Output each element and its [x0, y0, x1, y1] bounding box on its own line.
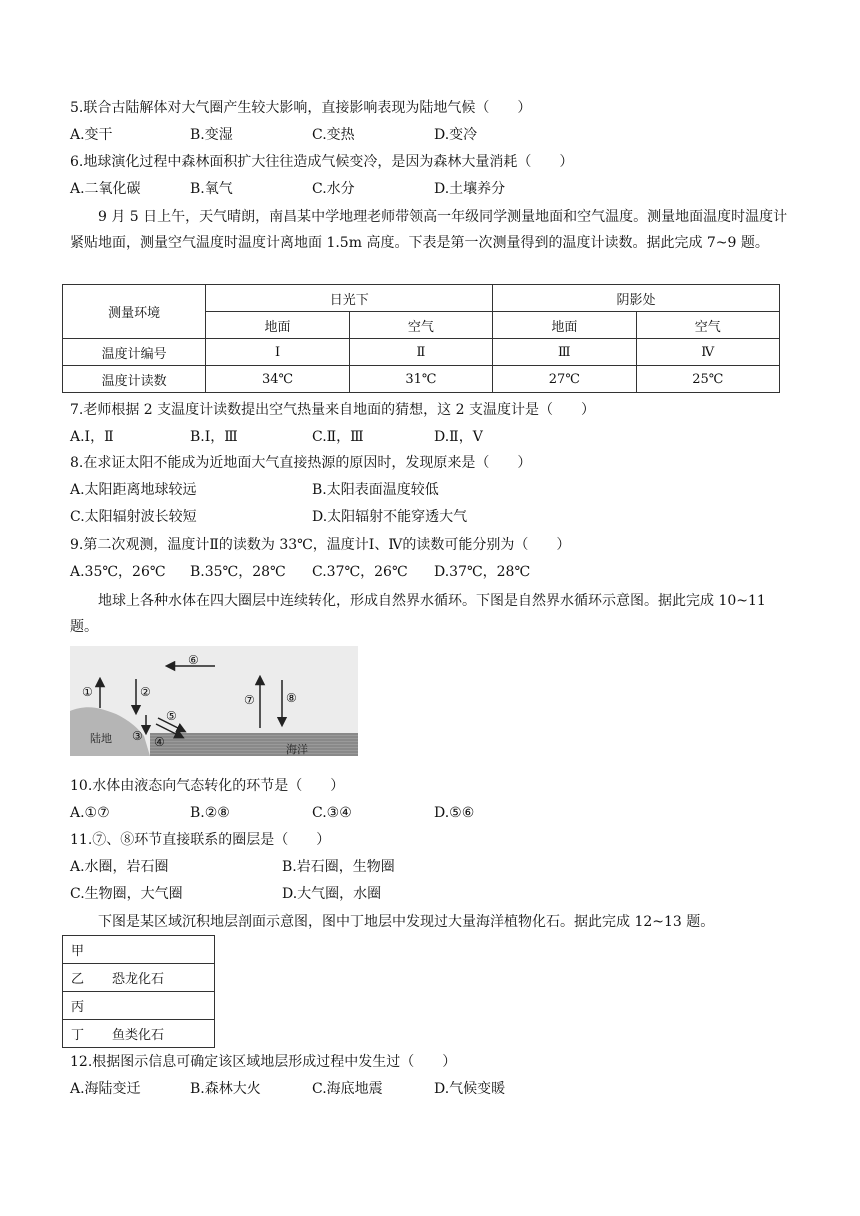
stratum-row	[63, 1020, 215, 1048]
strata-table	[62, 935, 215, 1048]
q12-stem: 12.根据图示信息可确定该区域地层形成过程中发生过（ ）	[70, 1054, 457, 1070]
label-5: ⑤	[166, 709, 177, 723]
q6-options	[70, 179, 790, 199]
q10-option-d: D.⑤⑥	[434, 805, 475, 821]
label-2: ②	[140, 685, 151, 699]
stratum-name: 丙	[71, 1000, 85, 1015]
passage-temperature: 9 月 5 日上午，天气晴朗，南昌某中学地理老师带领高一年级同学测量地面和空气温度。测量地面温度时温度计紧贴地面，测量空气温度时温度计离地面 1.5m 高度。下表是第一次测量得到的温度计读数。据此完成 7~9 题。	[70, 209, 788, 251]
label-1: ①	[82, 685, 93, 699]
stratum-name: 丁	[71, 1028, 85, 1043]
q6-option-c: C.水分	[312, 181, 355, 197]
label-4: ④	[154, 735, 165, 749]
stratum-name: 乙	[71, 972, 85, 987]
q8-option-a: A.太阳距离地球较远	[70, 482, 197, 498]
thermometer-id-1: Ⅰ	[206, 339, 349, 366]
table-header-sun-ground: 地面	[206, 312, 349, 339]
q12-option-a: A.海陆变迁	[70, 1081, 141, 1097]
q10-stem: 10.水体由液态向气态转化的环节是（ ）	[70, 778, 345, 794]
q11-option-d: D.大气圈，水圈	[282, 886, 382, 902]
stratum-row	[63, 992, 215, 1020]
stratum-row	[63, 936, 215, 964]
q6-option-b: B.氧气	[190, 181, 233, 197]
table-header-shade: 阴影处	[493, 285, 780, 312]
stratum-fossil: 鱼类化石	[112, 1028, 165, 1043]
q8-option-d: D.太阳辐射不能穿透大气	[312, 509, 468, 525]
q7-option-b: B.Ⅰ，Ⅲ	[190, 429, 238, 445]
label-3: ③	[132, 729, 143, 743]
label-ocean: 海洋	[286, 743, 308, 756]
q9-option-a: A.35℃，26℃	[70, 564, 166, 580]
q5-option-c: C.变热	[312, 127, 355, 143]
table-header-shade-ground: 地面	[493, 312, 636, 339]
q10-option-a: A.①⑦	[70, 805, 110, 821]
q6-option-a: A.二氧化碳	[70, 181, 141, 197]
q8-option-b: B.太阳表面温度较低	[312, 482, 439, 498]
label-land: 陆地	[90, 732, 112, 745]
q8-options-row2	[70, 507, 790, 527]
stratum-row	[63, 964, 215, 992]
table-header-sunlight: 日光下	[206, 285, 493, 312]
table-row-label-reading: 温度计读数	[63, 366, 206, 393]
thermometer-reading-4: 25℃	[636, 366, 779, 393]
q6-option-d: D.土壤养分	[434, 181, 506, 197]
q9-stem: 9.第二次观测，温度计Ⅱ的读数为 33℃，温度计Ⅰ、Ⅳ的读数可能分别为（ ）	[70, 537, 571, 553]
stratum-fossil: 恐龙化石	[112, 972, 165, 987]
q10-option-c: C.③④	[312, 805, 352, 821]
q11-stem: 11.⑦、⑧环节直接联系的圈层是（ ）	[70, 832, 331, 848]
q12-option-b: B.森林大火	[190, 1081, 261, 1097]
q8-options-row1	[70, 480, 790, 500]
passage-strata: 下图是某区域沉积地层剖面示意图，图中丁地层中发现过大量海洋植物化石。据此完成 12~13 题。	[98, 914, 715, 930]
water-cycle-figure	[70, 646, 358, 756]
q7-option-d: D.Ⅱ，Ⅴ	[434, 429, 483, 445]
q5-stem: 5.联合古陆解体对大气圈产生较大影响，直接影响表现为陆地气候（ ）	[70, 100, 532, 116]
q11-options-row2	[70, 884, 790, 904]
table-header-environment: 测量环境	[63, 285, 206, 339]
label-8: ⑧	[286, 691, 297, 705]
q11-option-a: A.水圈，岩石圈	[70, 859, 169, 875]
q12-options	[70, 1079, 790, 1099]
thermometer-reading-2: 31℃	[349, 366, 492, 393]
q11-option-c: C.生物圈，大气圈	[70, 886, 183, 902]
q10-option-b: B.②⑧	[190, 805, 230, 821]
q9-option-d: D.37℃，28℃	[434, 564, 531, 580]
q11-option-b: B.岩石圈，生物圈	[282, 859, 395, 875]
q8-stem: 8.在求证太阳不能成为近地面大气直接热源的原因时，发现原来是（ ）	[70, 455, 532, 471]
q8-option-c: C.太阳辐射波长较短	[70, 509, 197, 525]
q5-option-a: A.变干	[70, 127, 113, 143]
q5-option-d: D.变冷	[434, 127, 478, 143]
q5-option-b: B.变湿	[190, 127, 233, 143]
temperature-table	[62, 284, 780, 393]
q9-option-c: C.37℃，26℃	[312, 564, 408, 580]
thermometer-id-4: Ⅳ	[636, 339, 779, 366]
q9-option-b: B.35℃，28℃	[190, 564, 286, 580]
q5-options	[70, 125, 790, 145]
table-header-shade-air: 空气	[636, 312, 779, 339]
q7-options	[70, 427, 790, 447]
q12-option-d: D.气候变暖	[434, 1081, 506, 1097]
q7-stem: 7.老师根据 2 支温度计读数提出空气热量来自地面的猜想，这 2 支温度计是（ ）	[70, 402, 595, 418]
q6-stem: 6.地球演化过程中森林面积扩大往往造成气候变冷，是因为森林大量消耗（ ）	[70, 154, 574, 170]
thermometer-id-3: Ⅲ	[493, 339, 636, 366]
table-row-label-id: 温度计编号	[63, 339, 206, 366]
label-7: ⑦	[244, 693, 255, 707]
table-header-sun-air: 空气	[349, 312, 492, 339]
q11-options-row1	[70, 857, 790, 877]
q9-options	[70, 562, 790, 582]
ocean-shape	[150, 733, 358, 756]
q10-options	[70, 803, 790, 823]
q12-option-c: C.海底地震	[312, 1081, 383, 1097]
thermometer-id-2: Ⅱ	[349, 339, 492, 366]
passage-water-cycle: 地球上各种水体在四大圈层中连续转化，形成自然界水循环。下图是自然界水循环示意图。据此完成 10~11 题。	[70, 593, 766, 635]
stratum-name: 甲	[71, 944, 85, 959]
label-6: ⑥	[188, 653, 199, 667]
thermometer-reading-1: 34℃	[206, 366, 349, 393]
thermometer-reading-3: 27℃	[493, 366, 636, 393]
q7-option-a: A.Ⅰ，Ⅱ	[70, 429, 114, 445]
q7-option-c: C.Ⅱ，Ⅲ	[312, 429, 364, 445]
